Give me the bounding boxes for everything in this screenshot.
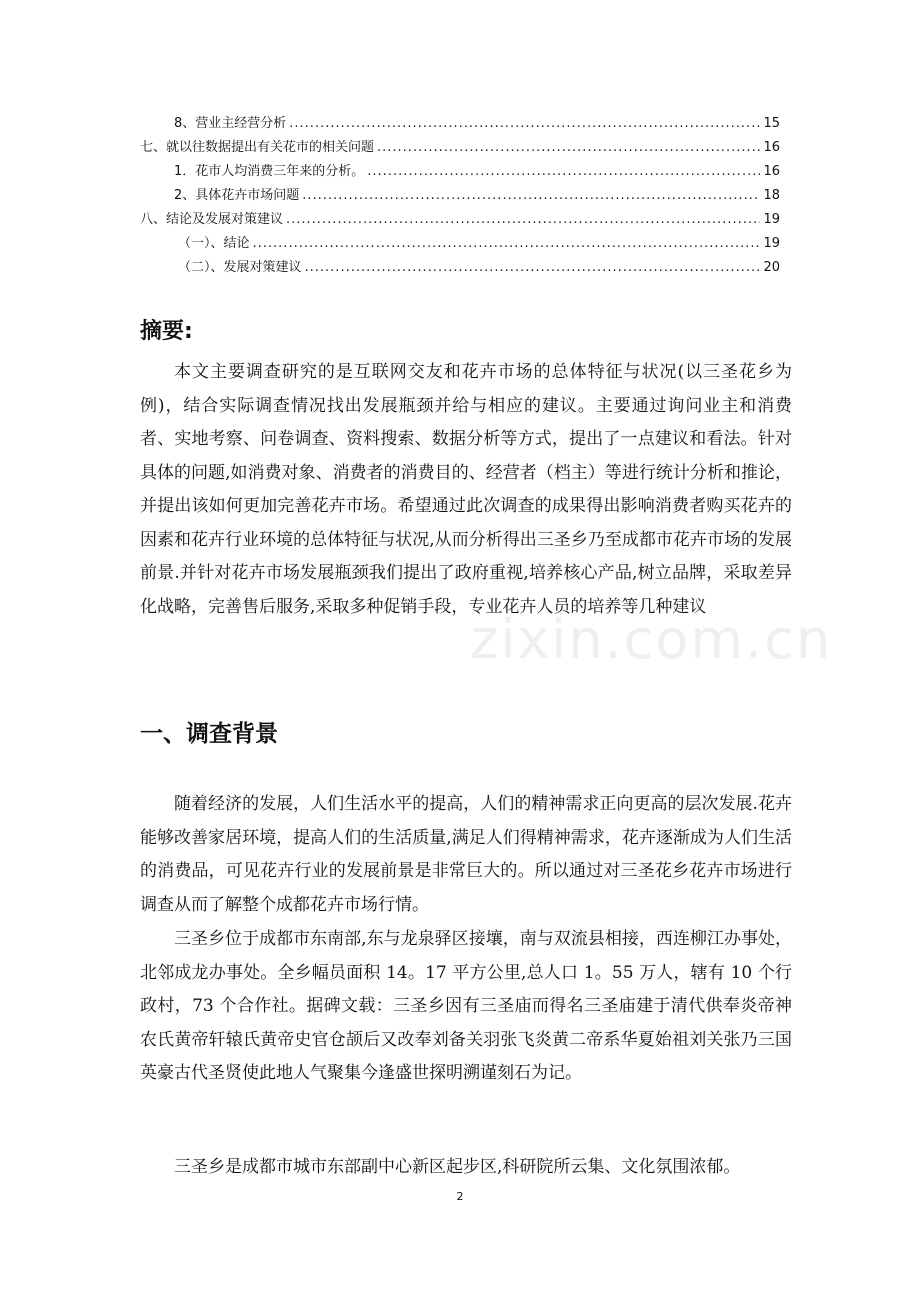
- toc-dot-leader: [377, 136, 760, 160]
- toc-entry[interactable]: [140, 136, 780, 160]
- toc-entry-page: 15: [763, 116, 780, 131]
- toc-entry[interactable]: [140, 112, 780, 136]
- toc-entry-page: 16: [763, 164, 780, 179]
- toc-entry[interactable]: [140, 160, 780, 184]
- toc-entry-title: 2、具体花卉市场问题: [174, 188, 300, 203]
- toc-dot-leader: [305, 256, 761, 280]
- toc-entry-page: 20: [763, 260, 780, 275]
- body-paragraph: 三圣乡是成都市城市东部副中心新区起步区,科研院所云集、文化氛围浓郁。: [174, 1157, 741, 1177]
- toc-entry-title: 1．花市人均消费三年来的分析。: [174, 164, 365, 179]
- toc-entry-title: 8、营业主经营分析: [174, 116, 287, 131]
- toc-dot-leader: [253, 232, 761, 256]
- toc-entry-page: 18: [763, 188, 780, 203]
- toc-entry-title: （一）、结论: [178, 236, 250, 251]
- toc-dot-leader: [286, 208, 760, 232]
- body-paragraph: 随着经济的发展，人们生活水平的提高，人们的精神需求正向更高的层次发展.花卉能够改善家居环境，提高人们的生活质量,满足人们得精神需求，花卉逐渐成为人们生活的消费品，可见花卉行业的发展前景是非常巨大的。所以通过对三圣花乡花卉市场进行调查从而了解整个成都花卉市场行情。: [140, 794, 792, 915]
- watermark: zixin.com.cn: [470, 608, 833, 671]
- toc-entry-title: （二）、发展对策建议: [178, 260, 302, 275]
- section-heading: 一、调查背景: [140, 721, 278, 747]
- toc-entry[interactable]: [140, 208, 780, 232]
- toc-entry[interactable]: [140, 232, 780, 256]
- toc-dot-leader: [302, 184, 760, 208]
- toc-entry-title: 七、就以往数据提出有关花市的相关问题: [140, 140, 375, 155]
- toc-entry-page: 19: [763, 236, 780, 251]
- abstract-heading: 摘要:: [140, 319, 193, 344]
- toc-entry-page: 16: [763, 140, 780, 155]
- page-number: 2: [456, 1190, 464, 1203]
- toc-entry[interactable]: [140, 184, 780, 208]
- body-paragraph: 三圣乡位于成都市东南部,东与龙泉驿区接壤，南与双流县相接，西连柳江办事处，北邻成龙办事处。全乡幅员面积 14。17 平方公里,总人口 1。55 万人，辖有 10 个行政村，73 个合作社。据碑文载：三圣乡因有三圣庙而得名三圣庙建于清代供奉炎帝神农氏黄帝轩辕氏黄帝史官仓颉后又改奉刘备关羽张飞炎黄二帝系华夏始祖刘关张乃三国英豪古代圣贤使此地人气聚集今逢盛世探明溯谨刻石为记。: [140, 929, 792, 1083]
- table-of-contents: [140, 112, 780, 280]
- toc-dot-leader: [289, 112, 760, 136]
- abstract-paragraph: 本文主要调查研究的是互联网交友和花卉市场的总体特征与状况(以三圣花乡为例)，结合实际调查情况找出发展瓶颈并给与相应的建议。主要通过询问业主和消费者、实地考察、问卷调查、资料搜索、数据分析等方式，提出了一点建议和看法。针对具体的问题,如消费对象、消费者的消费目的、经营者（档主）等进行统计分析和推论，并提出该如何更加完善花卉市场。希望通过此次调查的成果得出影响消费者购买花卉的因素和花卉行业环境的总体特征与状况,从而分析得出三圣乡乃至成都市花卉市场的发展前景.并针对花卉市场发展瓶颈我们提出了政府重视,培养核心产品,树立品牌，采取差异化战略，完善售后服务,采取多种促销手段，专业花卉人员的培养等几种建议: [140, 362, 792, 617]
- toc-entry-title: 八、结论及发展对策建议: [140, 212, 284, 227]
- toc-entry-page: 19: [763, 212, 780, 227]
- toc-entry[interactable]: [140, 256, 780, 280]
- toc-dot-leader: [367, 160, 760, 184]
